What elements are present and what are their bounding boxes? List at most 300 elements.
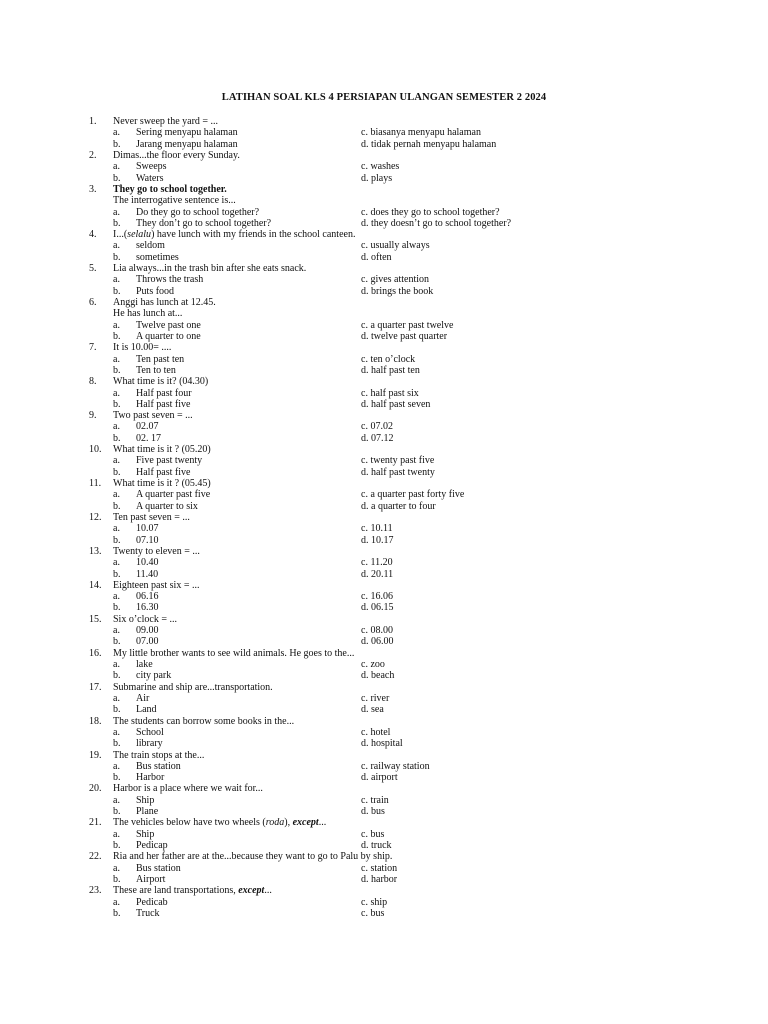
option-right: c. ship	[361, 896, 388, 908]
option-letter: b.	[113, 398, 121, 410]
option-row	[0, 704, 768, 715]
question-number: 15.	[89, 613, 102, 625]
question-number: 22.	[89, 851, 102, 863]
option-letter: b.	[113, 907, 121, 919]
option-right: d. tidak pernah menyapu halaman	[361, 138, 497, 150]
option-letter: b.	[113, 602, 121, 614]
option-row	[0, 795, 768, 806]
question-text-segment: Eighteen past six = ...	[113, 579, 200, 591]
option-text: Half past five	[136, 466, 191, 478]
option-row	[0, 173, 768, 184]
question-line	[0, 308, 768, 319]
question-text-segment: ),	[284, 817, 293, 829]
question-text-segment: The train stops at the...	[113, 749, 205, 761]
option-right: d. brings the book	[361, 285, 434, 297]
option-letter: a.	[113, 760, 120, 772]
option-row	[0, 523, 768, 534]
option-right: c. bus	[361, 828, 385, 840]
option-letter: a.	[113, 319, 120, 331]
question-text-segment: What time is it ? (05.45)	[113, 478, 211, 489]
question-text-segment: Submarine and ship are...transportation.	[113, 681, 273, 693]
option-text: 02. 17	[136, 432, 161, 444]
question-item	[0, 229, 768, 263]
option-row	[0, 693, 768, 704]
question-text-segment: Six o’clock = ...	[113, 613, 177, 625]
question-number: 13.	[89, 545, 102, 557]
question-text	[113, 817, 326, 828]
option-right: c. station	[361, 862, 398, 874]
option-text: Puts food	[136, 285, 175, 297]
option-text: Throws the trash	[136, 274, 204, 286]
option-letter: b.	[113, 840, 121, 851]
option-text: 16.30	[136, 602, 159, 614]
question-item	[0, 682, 768, 716]
question-list	[0, 116, 768, 919]
option-right: d. truck	[361, 840, 392, 851]
option-right: d. half past twenty	[361, 466, 435, 478]
option-row	[0, 535, 768, 546]
question-text-segment: The vehicles below have two wheels (	[113, 817, 266, 829]
option-letter: b.	[113, 806, 121, 818]
option-letter: b.	[113, 251, 121, 263]
question-item	[0, 716, 768, 750]
question-item	[0, 750, 768, 784]
question-number: 21.	[89, 817, 102, 829]
option-right: d. airport	[361, 772, 398, 784]
option-row	[0, 286, 768, 297]
question-line	[0, 817, 768, 828]
question-line	[0, 580, 768, 591]
question-text-segment: The students can borrow some books in the...	[113, 715, 295, 727]
option-letter: a.	[113, 862, 120, 874]
option-text: Half past four	[136, 387, 192, 399]
question-text	[113, 184, 227, 195]
option-letter: b.	[113, 738, 121, 750]
option-text: 06.16	[136, 591, 159, 603]
question-text-segment: ) have lunch with my friends in the school canteen.	[151, 229, 356, 241]
option-row	[0, 218, 768, 229]
question-text	[113, 580, 199, 591]
worksheet-title: LATIHAN SOAL KLS 4 PERSIAPAN ULANGAN SEMESTER 2 2024	[221, 92, 547, 103]
question-line	[0, 263, 768, 274]
question-line	[0, 116, 768, 127]
option-letter: a.	[113, 726, 120, 738]
option-letter: a.	[113, 557, 120, 569]
option-row	[0, 602, 768, 613]
option-right: c. twenty past five	[361, 455, 435, 467]
option-letter: b.	[113, 568, 121, 580]
question-text	[113, 546, 200, 557]
question-text-segment: Ria and her father are at the...because they want to go to Palu by ship.	[113, 851, 393, 863]
question-line	[0, 184, 768, 195]
option-right: c. washes	[361, 161, 400, 173]
question-item	[0, 512, 768, 546]
option-text: Air	[136, 692, 150, 704]
question-number: 14.	[89, 579, 102, 591]
option-text: Harbor	[136, 772, 165, 784]
question-text	[113, 263, 306, 274]
question-line	[0, 546, 768, 557]
option-text: 10.40	[136, 557, 159, 569]
question-text-segment: Anggi has lunch at 12.45.	[113, 297, 216, 308]
question-number: 6.	[89, 297, 97, 308]
option-right: c. usually always	[361, 240, 430, 252]
option-letter: b.	[113, 364, 121, 376]
question-item	[0, 342, 768, 376]
question-text-segment: He has lunch at...	[113, 308, 183, 320]
question-item	[0, 546, 768, 580]
option-right: c. 07.02	[361, 421, 393, 433]
question-number: 11.	[89, 478, 102, 489]
question-line	[0, 478, 768, 489]
question-text	[113, 750, 204, 761]
option-text: Ten past ten	[136, 353, 185, 365]
question-text-segment: My little brother wants to see wild animals. He goes to the...	[113, 647, 355, 659]
option-letter: a.	[113, 421, 120, 433]
option-row	[0, 467, 768, 478]
option-row	[0, 365, 768, 376]
question-item	[0, 444, 768, 478]
option-letter: a.	[113, 828, 120, 840]
question-text-segment: It is 10.00= ....	[113, 342, 172, 354]
question-text-segment: I...(	[113, 229, 128, 241]
option-row	[0, 161, 768, 172]
question-text	[113, 116, 218, 127]
question-text	[113, 376, 208, 387]
option-letter: a.	[113, 127, 120, 139]
question-text-segment: The interrogative sentence is...	[113, 195, 236, 207]
option-row	[0, 127, 768, 138]
question-item	[0, 614, 768, 648]
question-text-segment: Dimas...the floor every Sunday.	[113, 149, 240, 161]
question-item	[0, 478, 768, 512]
option-row	[0, 489, 768, 500]
option-right: d. half past ten	[361, 364, 420, 376]
option-right: d. 06.00	[361, 636, 394, 648]
option-text: 07.10	[136, 534, 159, 546]
option-right: d. plays	[361, 172, 393, 184]
question-number: 5.	[89, 263, 97, 275]
option-text: 10.07	[136, 523, 159, 535]
question-number: 2.	[89, 149, 97, 161]
option-row	[0, 455, 768, 466]
question-number: 9.	[89, 410, 97, 422]
question-number: 1.	[89, 116, 97, 127]
option-row	[0, 840, 768, 851]
option-right: c. does they go to school together?	[361, 206, 500, 218]
option-letter: b.	[113, 217, 121, 229]
question-text-segment: ...	[318, 817, 327, 829]
option-text: A quarter to six	[136, 500, 198, 512]
option-right: d. beach	[361, 670, 395, 682]
question-item	[0, 184, 768, 229]
option-letter: a.	[113, 659, 120, 670]
question-text	[113, 297, 216, 308]
option-text: Waters	[136, 172, 164, 184]
option-right: d. bus	[361, 806, 385, 818]
question-line	[0, 195, 768, 206]
question-text	[113, 783, 263, 794]
option-right: c. train	[361, 794, 389, 806]
question-line	[0, 716, 768, 727]
option-text: Ship	[136, 794, 155, 806]
question-text-segment: except	[238, 885, 265, 897]
question-text	[113, 716, 294, 727]
question-line	[0, 614, 768, 625]
question-text	[113, 229, 355, 240]
option-letter: a.	[113, 353, 120, 365]
question-text	[113, 512, 190, 523]
option-row	[0, 829, 768, 840]
question-text-segment: Harbor is a place where we wait for...	[113, 783, 263, 795]
option-text: sometimes	[136, 251, 179, 263]
question-line	[0, 342, 768, 353]
option-letter: b.	[113, 873, 121, 885]
option-right: c. 10.11	[361, 523, 393, 535]
question-number: 16.	[89, 647, 102, 659]
question-text-segment: These are land transportations,	[113, 885, 239, 897]
question-number: 10.	[89, 444, 102, 456]
option-letter: b.	[113, 636, 121, 648]
question-text	[113, 682, 273, 693]
option-row	[0, 569, 768, 580]
question-text-segment: roda	[265, 817, 285, 829]
question-text	[113, 885, 272, 896]
question-text-segment: Ten past seven = ...	[113, 511, 190, 523]
question-item	[0, 410, 768, 444]
question-item	[0, 376, 768, 410]
option-text: Jarang menyapu halaman	[136, 138, 238, 150]
option-text: Sering menyapu halaman	[136, 127, 238, 139]
option-right: c. biasanya menyapu halaman	[361, 127, 481, 139]
question-line	[0, 150, 768, 161]
question-number: 4.	[89, 229, 97, 241]
question-text	[113, 614, 177, 625]
option-right: c. gives attention	[361, 274, 430, 286]
question-text-segment: ...	[264, 885, 272, 897]
option-right: c. river	[361, 692, 390, 704]
option-right: d. half past seven	[361, 398, 431, 410]
question-text-segment: Never sweep the yard = ...	[113, 116, 219, 127]
question-number: 20.	[89, 783, 102, 795]
option-letter: b.	[113, 172, 121, 184]
option-text: Do they go to school together?	[136, 206, 260, 218]
option-letter: a.	[113, 591, 120, 603]
option-row	[0, 772, 768, 783]
option-right: c. hotel	[361, 726, 391, 738]
option-letter: a.	[113, 387, 120, 399]
option-letter: a.	[113, 794, 120, 806]
option-text: 02.07	[136, 421, 159, 433]
option-right: c. a quarter past forty five	[361, 489, 465, 501]
option-letter: a.	[113, 206, 120, 218]
option-letter: b.	[113, 772, 121, 784]
option-letter: a.	[113, 625, 120, 637]
option-right: d. hospital	[361, 738, 403, 750]
question-item	[0, 648, 768, 682]
option-row	[0, 863, 768, 874]
option-right: d. often	[361, 251, 392, 263]
question-line	[0, 851, 768, 862]
option-text: Bus station	[136, 862, 181, 874]
option-text: 07.00	[136, 636, 159, 648]
option-right: c. half past six	[361, 387, 419, 399]
option-letter: a.	[113, 240, 120, 252]
option-row	[0, 591, 768, 602]
question-line	[0, 783, 768, 794]
question-number: 23.	[89, 885, 102, 897]
question-item	[0, 580, 768, 614]
option-text: A quarter past five	[136, 489, 211, 501]
option-text: lake	[136, 659, 153, 670]
option-row	[0, 433, 768, 444]
option-row	[0, 320, 768, 331]
option-right: d. 10.17	[361, 534, 394, 546]
option-right: d. harbor	[361, 873, 398, 885]
option-text: They don’t go to school together?	[136, 217, 272, 229]
option-right: c. a quarter past twelve	[361, 319, 454, 331]
question-text	[113, 195, 236, 206]
question-line	[0, 297, 768, 308]
option-letter: b.	[113, 704, 121, 716]
option-letter: b.	[113, 500, 121, 512]
question-line	[0, 648, 768, 659]
question-item	[0, 817, 768, 851]
option-text: Ten to ten	[136, 364, 176, 376]
question-item	[0, 783, 768, 817]
option-letter: a.	[113, 896, 120, 908]
question-line	[0, 750, 768, 761]
option-row	[0, 354, 768, 365]
option-row	[0, 421, 768, 432]
question-number: 18.	[89, 715, 102, 727]
option-text: 11.40	[136, 568, 159, 580]
option-text: A quarter to one	[136, 330, 201, 342]
option-text: Ship	[136, 828, 155, 840]
question-text	[113, 648, 354, 659]
question-line	[0, 885, 768, 896]
question-line	[0, 682, 768, 693]
question-text-segment: except	[292, 817, 319, 829]
option-text: Pedicab	[136, 896, 168, 908]
option-letter: b.	[113, 330, 121, 342]
option-text: Twelve past one	[136, 319, 201, 331]
option-right: c. 11.20	[361, 557, 393, 569]
option-letter: b.	[113, 432, 121, 444]
question-line	[0, 444, 768, 455]
question-text	[113, 308, 182, 319]
option-row	[0, 399, 768, 410]
option-row	[0, 806, 768, 817]
question-item	[0, 885, 768, 919]
option-right: c. zoo	[361, 659, 385, 670]
option-row	[0, 501, 768, 512]
question-text-segment: Twenty to eleven = ...	[113, 545, 200, 557]
option-text: Half past five	[136, 398, 191, 410]
question-number: 3.	[89, 183, 97, 195]
option-right: d. 07.12	[361, 432, 394, 444]
option-text: library	[136, 738, 163, 750]
option-right: d. they doesn’t go to school together?	[361, 217, 512, 229]
option-letter: b.	[113, 534, 121, 546]
option-row	[0, 670, 768, 681]
question-text	[113, 444, 211, 455]
question-text-segment: selalu	[127, 229, 152, 241]
question-text-segment: Two past seven = ...	[113, 410, 193, 422]
question-item	[0, 263, 768, 297]
question-text-segment: Lia always...in the trash bin after she eats snack.	[113, 263, 307, 275]
option-text: Five past twenty	[136, 455, 203, 467]
option-right: d. 06.15	[361, 602, 394, 614]
option-right: d. 20.11	[361, 568, 394, 580]
question-item	[0, 297, 768, 342]
option-right: c. bus	[361, 907, 385, 919]
option-text: Plane	[136, 806, 159, 818]
option-text: School	[136, 726, 164, 738]
option-row	[0, 207, 768, 218]
option-letter: a.	[113, 161, 120, 173]
option-row	[0, 659, 768, 670]
question-text	[113, 478, 211, 489]
question-line	[0, 376, 768, 387]
option-letter: a.	[113, 489, 120, 501]
option-row	[0, 252, 768, 263]
option-row	[0, 738, 768, 749]
option-row	[0, 388, 768, 399]
option-letter: b.	[113, 466, 121, 478]
option-letter: a.	[113, 523, 120, 535]
option-right: d. a quarter to four	[361, 500, 436, 512]
question-text-segment: They go to school together.	[113, 183, 227, 195]
question-text	[113, 150, 240, 161]
option-letter: a.	[113, 274, 120, 286]
option-letter: b.	[113, 670, 121, 682]
question-text	[113, 342, 171, 353]
option-row	[0, 908, 768, 919]
question-line	[0, 512, 768, 523]
question-line	[0, 229, 768, 240]
option-text: Airport	[136, 873, 166, 885]
question-text	[113, 410, 193, 421]
option-row	[0, 557, 768, 568]
question-item	[0, 150, 768, 184]
question-number: 8.	[89, 376, 97, 388]
option-right: c. 08.00	[361, 625, 393, 637]
option-row	[0, 139, 768, 150]
option-letter: b.	[113, 285, 121, 297]
option-right: c. 16.06	[361, 591, 393, 603]
option-text: Sweeps	[136, 161, 167, 173]
question-number: 17.	[89, 681, 102, 693]
option-letter: b.	[113, 138, 121, 150]
option-row	[0, 897, 768, 908]
question-text	[113, 851, 392, 862]
option-row	[0, 331, 768, 342]
option-text: Bus station	[136, 760, 181, 772]
option-right: d. sea	[361, 704, 384, 716]
option-row	[0, 625, 768, 636]
option-text: Land	[136, 704, 157, 716]
option-text: seldom	[136, 240, 165, 252]
question-line	[0, 410, 768, 421]
option-text: Truck	[136, 907, 160, 919]
question-item	[0, 851, 768, 885]
question-text-segment: What time is it? (04.30)	[113, 376, 209, 388]
option-row	[0, 636, 768, 647]
option-text: Pedicap	[136, 840, 168, 851]
option-row	[0, 274, 768, 285]
option-row	[0, 874, 768, 885]
